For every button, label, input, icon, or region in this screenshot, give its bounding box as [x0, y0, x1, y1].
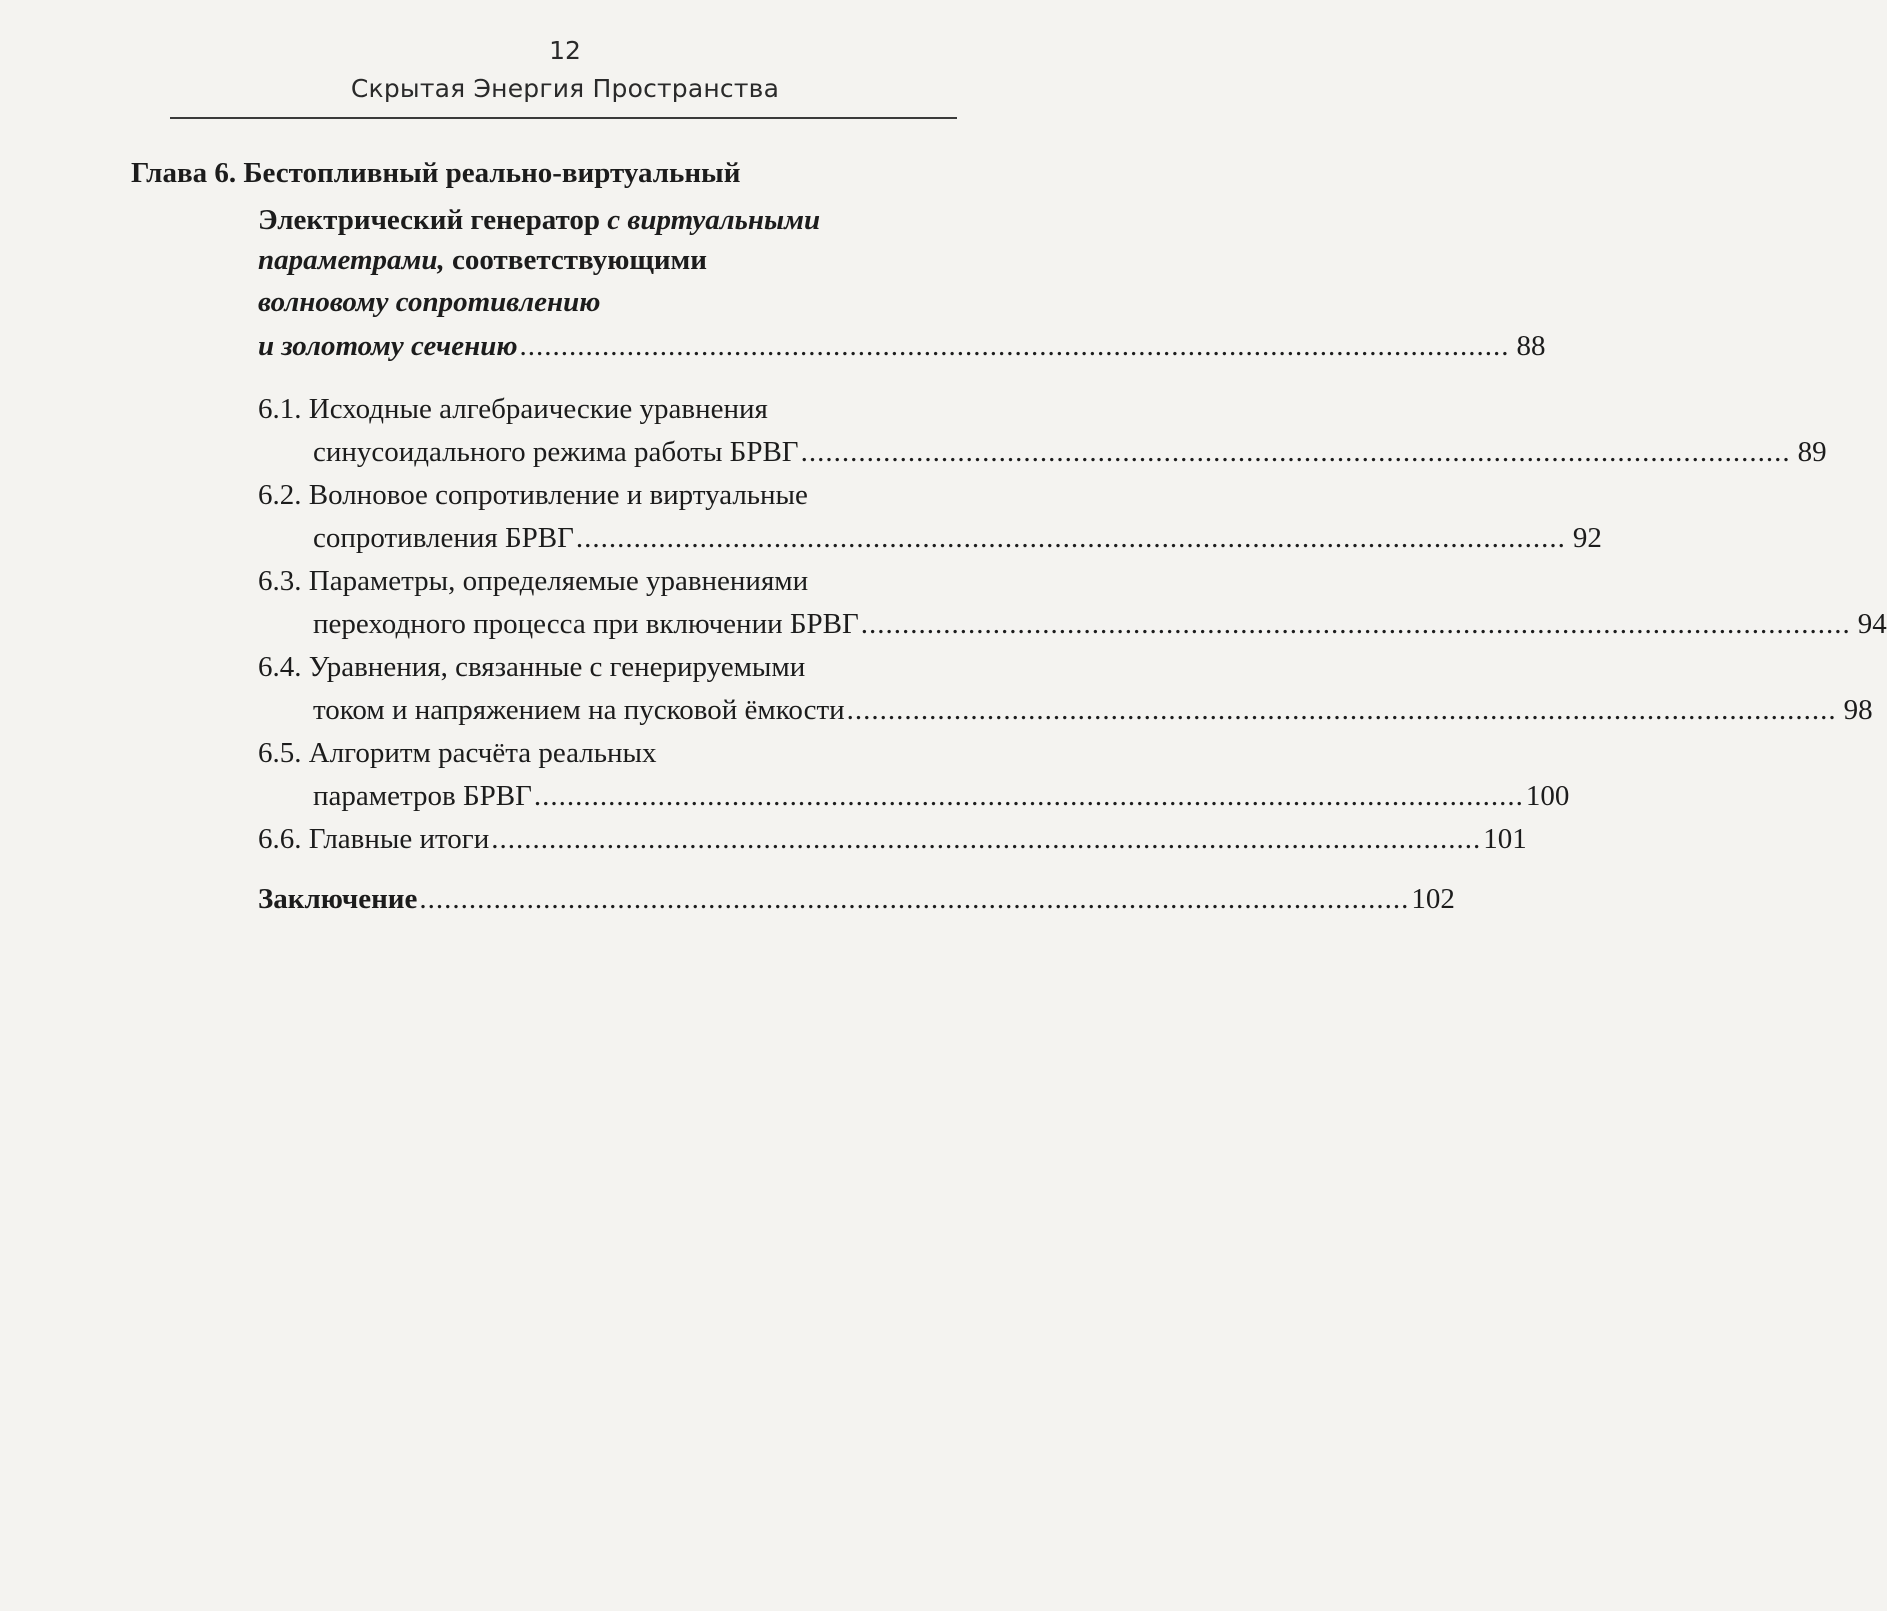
- conclusion-page: 102: [1411, 883, 1455, 915]
- conclusion-label: Заключение: [258, 883, 418, 915]
- dot-leader: ........................................................................................................................: [860, 608, 1851, 640]
- chapter-title-line2-italic: с виртуальными: [607, 204, 821, 236]
- page-number: 12: [549, 36, 581, 65]
- chapter-heading-line1: [131, 153, 740, 193]
- chapter-heading-line3: [258, 240, 707, 280]
- dot-leader: ........................................................................................................................: [491, 823, 1482, 855]
- section-6-2-title[interactable]: 6.2. Волновое сопротивление и виртуальные: [258, 479, 808, 511]
- running-title: Скрытая Энергия Пространства: [350, 74, 780, 103]
- section-6-3-title[interactable]: 6.3. Параметры, определяемые уравнениями: [258, 565, 809, 597]
- chapter-label: Глава 6.: [131, 157, 237, 189]
- chapter-title-line3-regular: соответствующими: [444, 244, 708, 276]
- conclusion-entry[interactable]: [258, 879, 1455, 919]
- section-6-1-entry[interactable]: [313, 432, 1827, 472]
- section-6-2-title-cont: сопротивления БРВГ: [313, 522, 574, 554]
- chapter-entry-last-line[interactable]: [258, 326, 1546, 366]
- section-6-4-title-cont: током и напряжением на пусковой ёмкости: [313, 694, 845, 726]
- dot-leader: ........................................................................................................................: [575, 522, 1566, 554]
- section-6-6-entry[interactable]: [258, 819, 1527, 859]
- section-6-1-page: 89: [1797, 436, 1827, 468]
- chapter-heading-line4: волновому сопротивлению: [258, 286, 601, 318]
- header-rule: [170, 117, 957, 119]
- section-6-4-title[interactable]: 6.4. Уравнения, связанные с генерируемыми: [258, 651, 806, 683]
- section-6-3-entry[interactable]: [313, 604, 1887, 644]
- section-6-4-page: 98: [1843, 694, 1873, 726]
- chapter-page-number: 88: [1516, 330, 1546, 362]
- section-6-5-page: 100: [1525, 780, 1570, 812]
- dot-leader: ........................................................................................................................: [519, 330, 1510, 362]
- dot-leader: ........................................................................................................................: [800, 436, 1791, 468]
- section-6-3-page: 94: [1857, 608, 1887, 640]
- chapter-heading-line2: [258, 200, 820, 240]
- chapter-title-line2-regular: Электрический генератор: [258, 204, 608, 236]
- chapter-title-line3-italic: параметрами,: [258, 244, 445, 276]
- section-6-5-title[interactable]: 6.5. Алгоритм расчёта реальных: [258, 737, 657, 769]
- section-6-2-page: 92: [1572, 522, 1602, 554]
- section-6-5-entry[interactable]: [313, 776, 1570, 816]
- section-6-6-page: 101: [1483, 823, 1527, 855]
- chapter-title-line5: и золотому сечению: [258, 330, 518, 362]
- dot-leader: ........................................................................................................................: [419, 883, 1410, 915]
- section-6-1-title[interactable]: 6.1. Исходные алгебраические уравнения: [258, 393, 768, 425]
- chapter-title-line1: Бестопливный реально-виртуальный: [243, 157, 741, 189]
- section-6-6-title: 6.6. Главные итоги: [258, 823, 490, 855]
- section-6-3-title-cont: переходного процесса при включении БРВГ: [313, 608, 859, 640]
- dot-leader: ........................................................................................................................: [533, 780, 1524, 812]
- dot-leader: ........................................................................................................................: [846, 694, 1837, 726]
- section-6-2-entry[interactable]: [313, 518, 1602, 558]
- section-6-4-entry[interactable]: [313, 690, 1873, 730]
- section-6-5-title-cont: параметров БРВГ: [313, 780, 532, 812]
- section-6-1-title-cont: синусоидального режима работы БРВГ: [313, 436, 799, 468]
